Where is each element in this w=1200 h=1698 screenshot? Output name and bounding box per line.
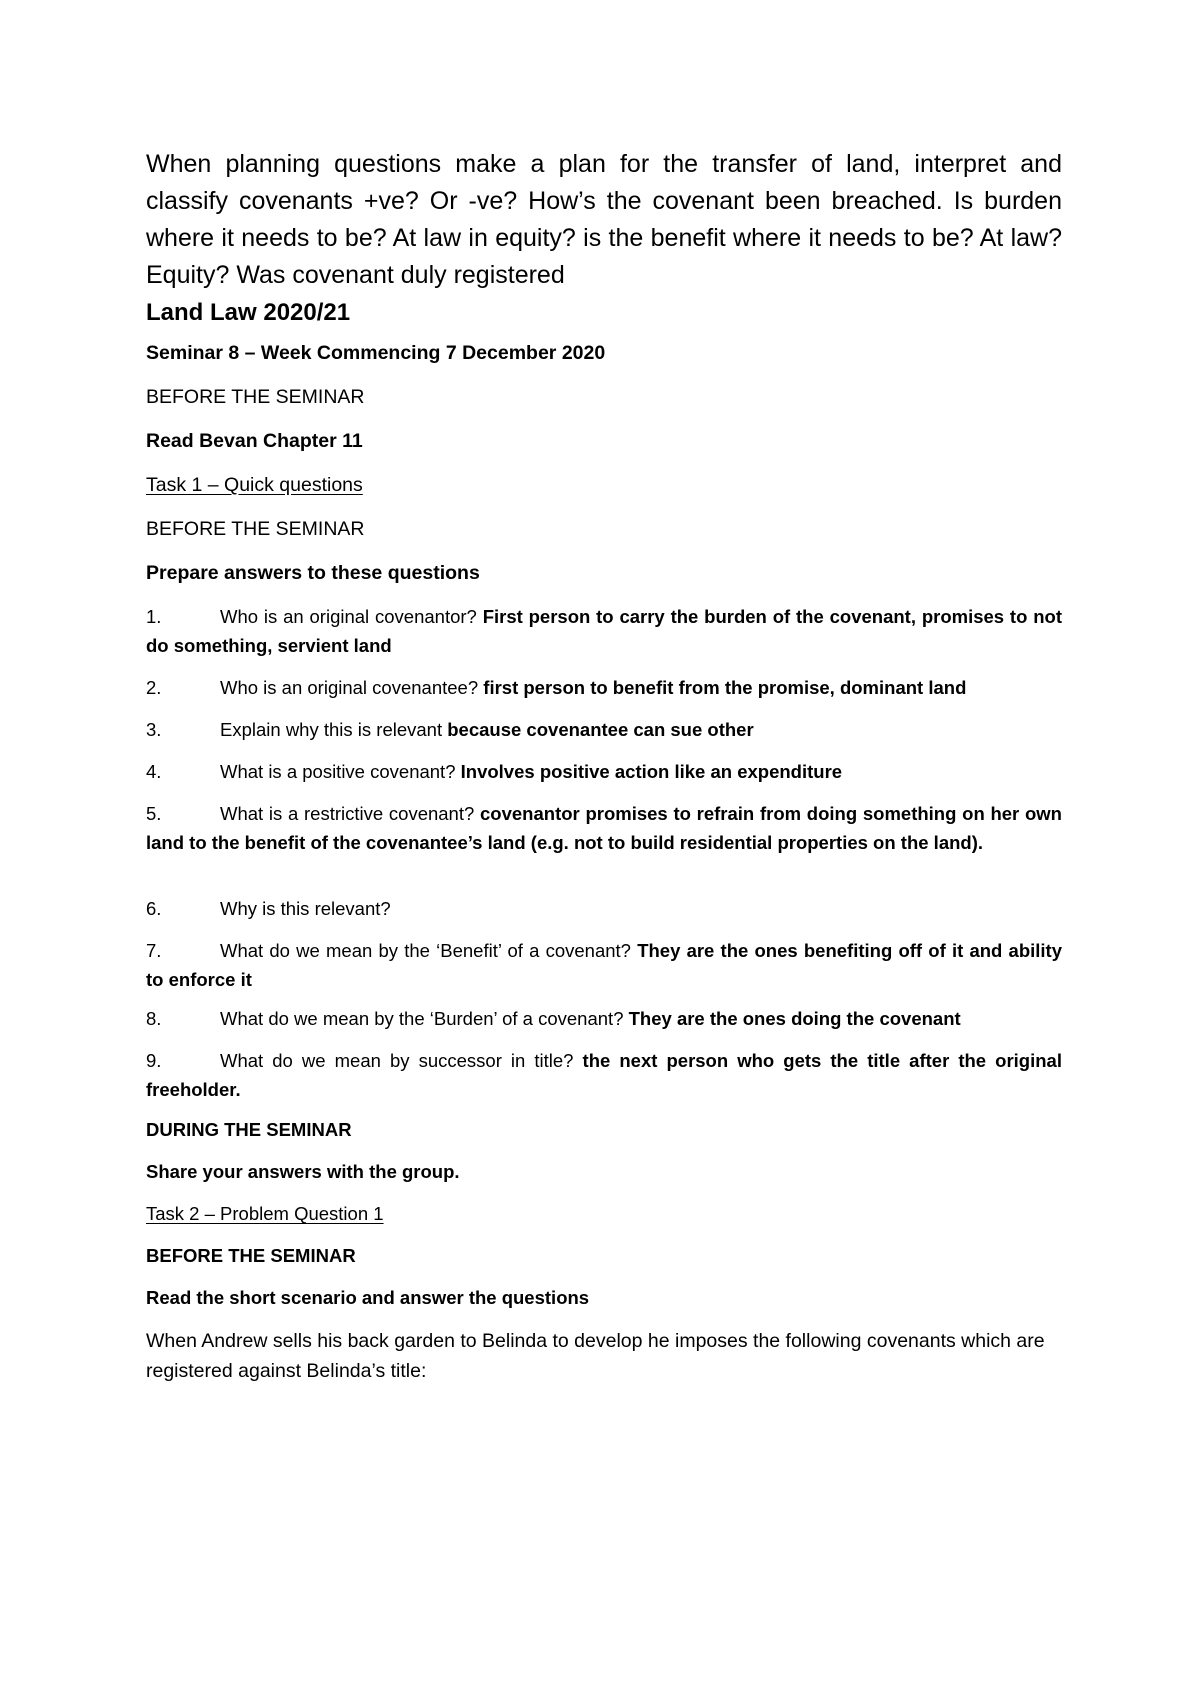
share-instruction: Share your answers with the group. — [146, 1161, 460, 1182]
answer-text: They are the ones doing the covenant — [628, 1008, 961, 1029]
answer-text: First person to carry the burden of the covenant, promises to not do something, servient land — [146, 606, 1062, 656]
question-text: What is a positive covenant? — [220, 761, 461, 782]
question-number: 1. — [146, 606, 162, 627]
question-8 — [146, 1004, 1062, 1033]
question-number: 2. — [146, 677, 162, 698]
task1-before-heading: BEFORE THE SEMINAR — [146, 518, 365, 540]
question-text: What do we mean by successor in title? — [220, 1050, 583, 1071]
answer-text: They are the ones benefiting off of it and ability to enforce it — [146, 940, 1062, 990]
task1-prepare: Prepare answers to these questions — [146, 562, 480, 584]
question-2 — [146, 673, 1062, 702]
task2-heading: Task 2 – Problem Question 1 — [146, 1203, 384, 1224]
answer-text: the next person who gets the title after the original freeholder. — [146, 1050, 1062, 1100]
answer-text: covenantor promises to refrain from doing something on her own land to the benefit of the covenantee’s land (e.g. not to build residential properties on the land). — [146, 803, 1062, 853]
question-number: 4. — [146, 761, 162, 782]
question-text: What do we mean by the ‘Burden’ of a covenant? — [220, 1008, 629, 1029]
question-9 — [146, 1046, 1062, 1104]
task1-heading: Task 1 – Quick questions — [146, 474, 363, 496]
question-number: 9. — [146, 1050, 162, 1071]
document-title: Land Law 2020/21 — [146, 299, 351, 326]
question-number: 3. — [146, 719, 162, 740]
seminar-heading: Seminar 8 – Week Commencing 7 December 2020 — [146, 342, 606, 364]
task2-before-heading: BEFORE THE SEMINAR — [146, 1245, 356, 1266]
question-text: Who is an original covenantee? — [220, 677, 484, 698]
question-number: 6. — [146, 898, 162, 919]
task2-read-instruction: Read the short scenario and answer the questions — [146, 1287, 590, 1308]
during-seminar-heading: DURING THE SEMINAR — [146, 1119, 352, 1140]
answer-text: Involves positive action like an expenditure — [460, 761, 843, 782]
question-4 — [146, 757, 1062, 786]
scenario-paragraph: When Andrew sells his back garden to Belinda to develop he imposes the following covenants which are registered against Belinda’s title: — [146, 1330, 1045, 1382]
reading-instruction: Read Bevan Chapter 11 — [146, 430, 363, 452]
question-text: What do we mean by the ‘Benefit’ of a covenant? — [220, 940, 638, 961]
question-text: Explain why this is relevant — [220, 719, 448, 740]
question-7 — [146, 936, 1062, 994]
question-number: 8. — [146, 1008, 162, 1029]
question-3 — [146, 715, 1062, 744]
intro-paragraph: When planning questions make a plan for the transfer of land, interpret and classify covenants +ve? Or -ve? How’s the covenant been breached. Is burden where it needs to be? At law in equity? is the benefit where it needs to be? At law? Equity? Was covenant duly registered — [146, 150, 1062, 289]
question-text: Why is this relevant? — [220, 898, 391, 919]
question-6 — [146, 894, 1062, 923]
question-text: Who is an original covenantor? — [220, 606, 483, 627]
question-number: 7. — [146, 940, 162, 961]
before-seminar-heading: BEFORE THE SEMINAR — [146, 386, 365, 408]
question-number: 5. — [146, 803, 162, 824]
question-1 — [146, 602, 1062, 660]
question-5 — [146, 799, 1062, 857]
answer-text: first person to benefit from the promise, dominant land — [483, 677, 967, 698]
question-text: What is a restrictive covenant? — [220, 803, 481, 824]
answer-text: because covenantee can sue other — [447, 719, 754, 740]
